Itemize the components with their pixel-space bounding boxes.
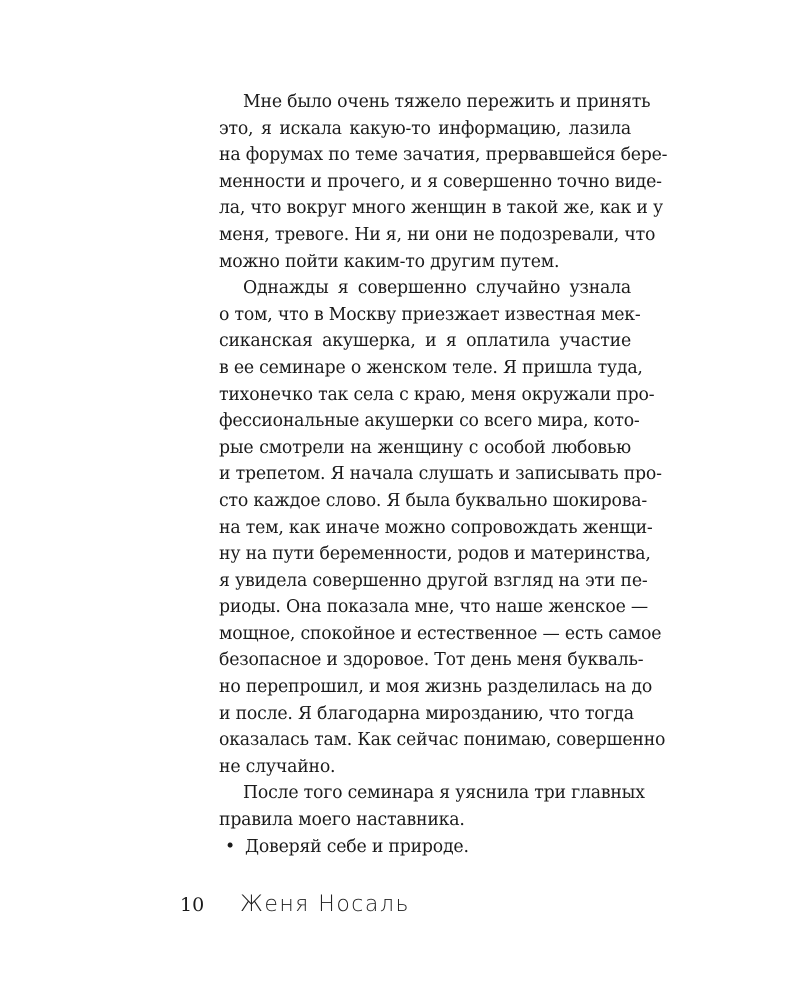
text-line: безопасное и здоровое. Тот день меня букваль- (219, 650, 644, 671)
text-line: Однажды я совершенно случайно узнала (243, 278, 631, 299)
paragraph (219, 275, 666, 780)
text-line: фессиональные акушерки со всего мира, кото- (219, 411, 640, 432)
text-line: правила моего наставника. (219, 810, 465, 831)
text-line: сто каждое слово. Я была буквально шокирова- (219, 490, 647, 511)
text-line: и трепетом. Я начала слушать и записывать про- (219, 464, 662, 485)
bullet-icon: • (225, 836, 235, 857)
text-line: тихонечко так села с краю, меня окружали про- (219, 384, 655, 405)
paragraph (219, 780, 645, 833)
text-line: но перепрошил, и моя жизнь разделилась на до (219, 677, 653, 698)
text-line: о том, что в Москву приезжает известная мек- (219, 304, 641, 325)
text-line: После того семинара я уяснила три главных (243, 783, 645, 804)
text-line: мощное, спокойное и естественное — есть самое (219, 623, 662, 644)
text-line: на форумах по теме зачатия, прервавшейся бере- (219, 145, 668, 166)
text-line: можно пойти каким-то другим путем. (219, 251, 560, 272)
text-line: в ее семинаре о женском теле. Я пришла туда, (219, 357, 643, 378)
text-line: и после. Я благодарна мирозданию, что тогда (219, 703, 634, 724)
running-author: Женя Носаль (240, 892, 410, 917)
bullet-item (219, 834, 631, 861)
text-line: меня, тревоге. Ни я, ни они не подозревали, что (219, 224, 656, 245)
bullet-text: Доверяй себе и природе. (245, 836, 469, 857)
text-line: это, я искала какую-то информацию, лазила (219, 118, 631, 139)
text-line: Мне было очень тяжело пережить и принять (243, 92, 651, 112)
text-line: я увидела совершенно другой взгляд на эти пе- (219, 570, 648, 591)
text-line: риоды. Она показала мне, что наше женское — (219, 597, 648, 618)
text-line: ну на пути беременности, родов и материнства, (219, 544, 651, 565)
text-line: ла, что вокруг много женщин в такой же, как и у (219, 198, 664, 219)
text-line: на тем, как иначе можно сопровождать женщи- (219, 517, 653, 538)
text-line: оказалась там. Как сейчас понимаю, совершенно (219, 730, 666, 751)
paragraph (219, 89, 668, 275)
page-number: 10 (180, 894, 205, 916)
page-footer (180, 892, 410, 922)
text-line: сиканская акушерка, и я оплатила участие (219, 331, 631, 352)
text-line: не случайно. (219, 756, 336, 777)
text-line: менности и прочего, и я совершенно точно виде- (219, 171, 662, 192)
text-line: рые смотрели на женщину с особой любовью (219, 437, 631, 458)
main-text (219, 89, 668, 860)
